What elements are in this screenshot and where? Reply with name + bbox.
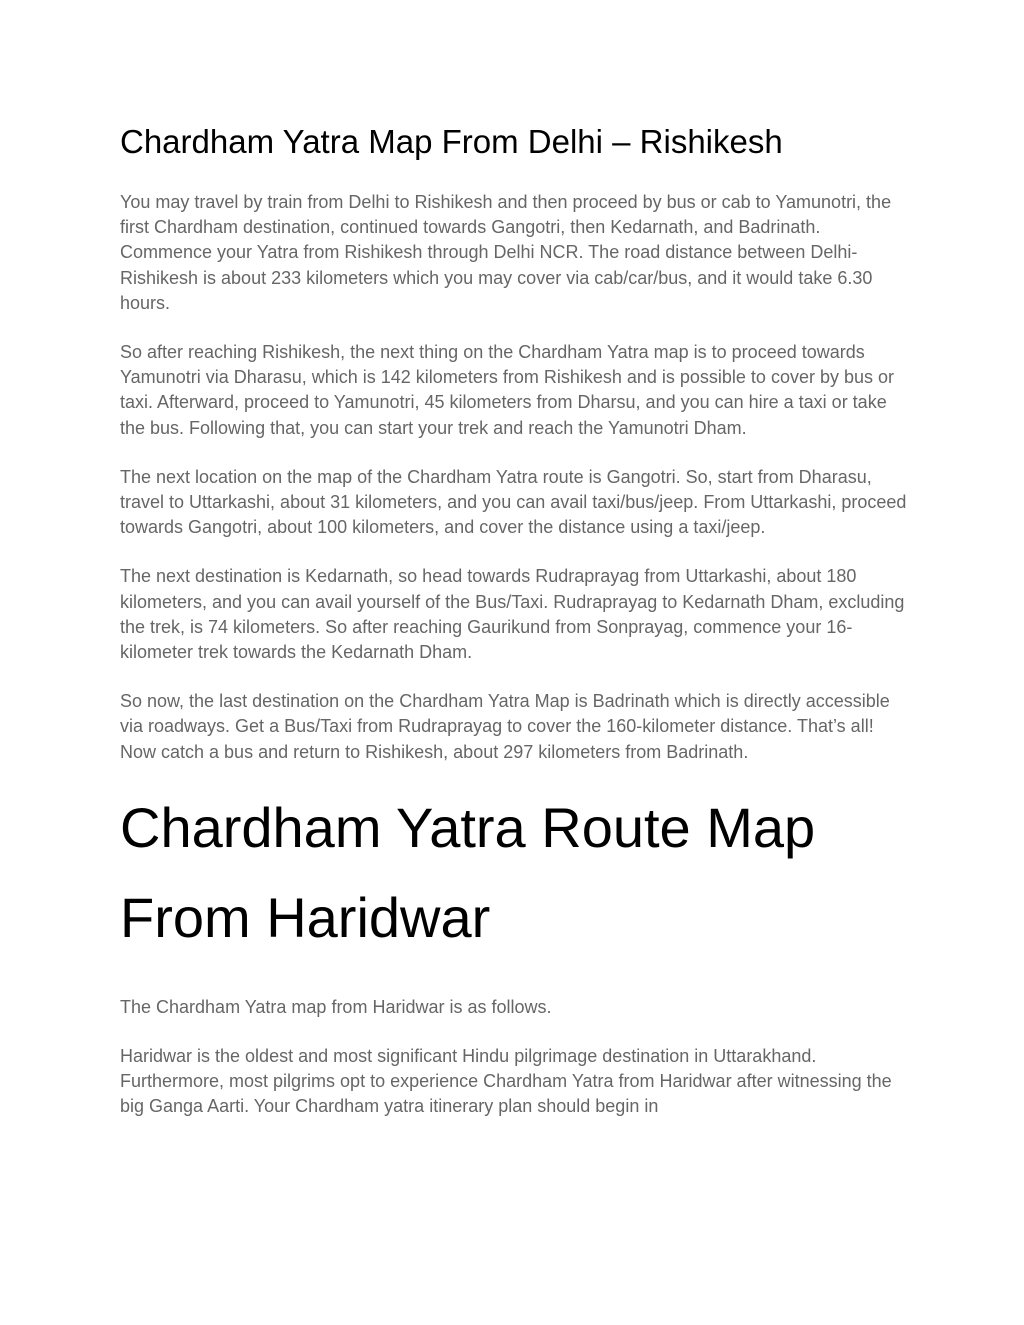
section-heading-haridwar: Chardham Yatra Route Map From Haridwar	[120, 795, 816, 949]
paragraph-haridwar-intro: The Chardham Yatra map from Haridwar is as follows.	[120, 996, 552, 1017]
paragraph-rishikesh-to-yamunotri: So after reaching Rishikesh, the next thing on the Chardham Yatra map is to proceed towards Yamunotri via Dharasu, which is 142 kilometers from Rishikesh and is possible to cover by bus or taxi. Afterward, proceed to Yamunotri, 45 kilometers from Dharsu, and you can hire a taxi or take the bus. Following that, you can start your trek and reach the Yamunotri Dham.	[120, 342, 894, 438]
section-heading-delhi-rishikesh: Chardham Yatra Map From Delhi – Rishikesh	[120, 123, 783, 160]
paragraph-kedarnath-route: The next destination is Kedarnath, so head towards Rudraprayag from Uttarkashi, about 180 kilometers, and you can avail yourself of the Bus/Taxi. Rudraprayag to Kedarnath Dham, excluding the trek, is 74 kilometers. So after reaching Gaurikund from Sonprayag, commence your 16-kilometer trek towards the Kedarnath Dham.	[120, 566, 905, 663]
paragraph-haridwar-details: Haridwar is the oldest and most significant Hindu pilgrimage destination in Uttarakhand. Furthermore, most pilgrims opt to experience Chardham Yatra from Haridwar after witnessing the big Ganga Aarti. Your Chardham yatra itinerary plan should begin in	[120, 1046, 892, 1117]
document-page	[120, 120, 910, 1120]
paragraph-delhi-rishikesh-intro: You may travel by train from Delhi to Rishikesh and then proceed by bus or cab to Yamunotri, the first Chardham destination, continued towards Gangotri, then Kedarnath, and Badrinath. Commence your Yatra from Rishikesh through Delhi NCR. The road distance between Delhi-Rishikesh is about 233 kilometers which you may cover via cab/car/bus, and it would take 6.30 hours.	[120, 192, 892, 313]
paragraph-gangotri-route: The next location on the map of the Chardham Yatra route is Gangotri. So, start from Dharasu, travel to Uttarkashi, about 31 kilometers, and you can avail taxi/bus/jeep. From Uttarkashi, proceed towards Gangotri, about 100 kilometers, and cover the distance using a taxi/jeep.	[120, 466, 907, 538]
paragraph-badrinath-route: So now, the last destination on the Chardham Yatra Map is Badrinath which is directly accessible via roadways. Get a Bus/Taxi from Rudraprayag to cover the 160-kilometer distance. That’s all! Now catch a bus and return to Rishikesh, about 297 kilometers from Badrinath.	[120, 691, 890, 762]
